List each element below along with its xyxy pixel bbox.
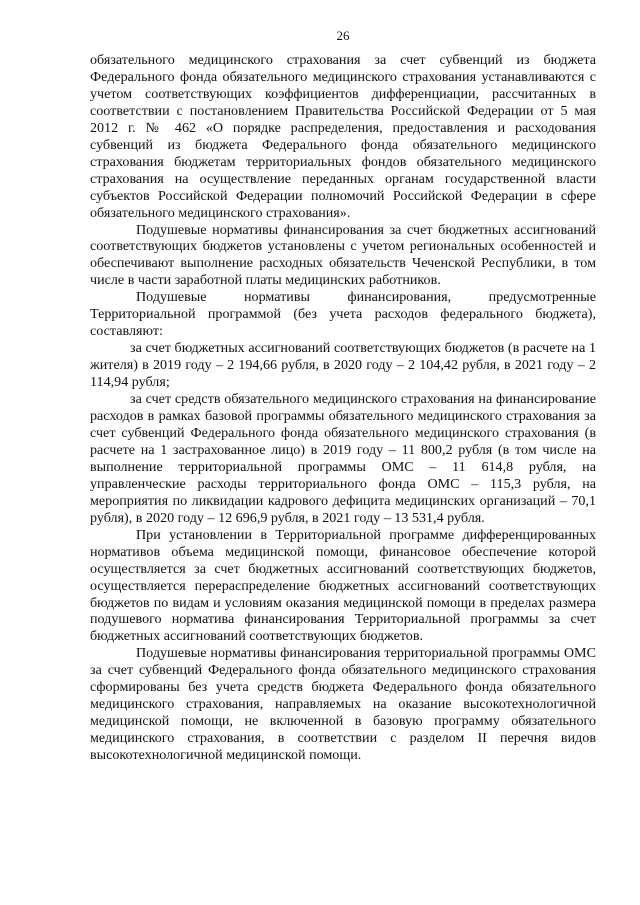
paragraph-differentiated-norms: При установлении в Территориальной программе дифференцированных нормативов объема медицинской помощи, финансовое обеспечение которой осуществляется за счет бюджетных ассигнований соответствующих бюджетов, осуществляется перераспределение бюджетных ассигнований соответствующих бюджетов по видам и условиям оказания медицинской помощи в пределах размера подушевого норматива финансирования Территориальной программы за счет бюджетных ассигнований соответствующих бюджетов. [90, 526, 596, 645]
paragraph-budget-norms: Подушевые нормативы финансирования за счет бюджетных ассигнований соответствующих бюджетов установлены с учетом региональных особенностей и обеспечивают выполнение расходных обязательств Чеченской Республики, в том числе в части заработной платы медицинских работников. [90, 221, 596, 289]
page-number: 26 [336, 28, 350, 43]
paragraph-budget-allocations: за счет бюджетных ассигнований соответствующих бюджетов (в расчете на 1 жителя) в 2019 году – 2 194,66 рубля, в 2020 году – 2 104,42 рубля, в 2021 году – 2 114,94 рубля; [90, 340, 596, 391]
paragraph-norms-intro: Подушевые нормативы финансирования, предусмотренные Территориальной программой (без учета расходов федерального бюджета), составляют: [90, 289, 596, 340]
paragraph-subvention-coefficients: обязательного медицинского страхования за счет субвенций из бюджета Федерального фонда обязательного медицинского страхования устанавливаются с учетом соответствующих коэффициентов дифференциации, рассчитанных в соответствии с постановлением Правительства Российской Федерации от 5 мая 2012 г. № 462 «О порядке распределения, предоставления и расходования субвенций из бюджета Федерального фонда обязательного медицинского страхования бюджетам территориальных фондов обязательного медицинского страхования на осуществление переданных органам государственной власти субъектов Российской Федерации полномочий Российской Федерации в сфере обязательного медицинского страхования». [90, 52, 596, 221]
paragraph-oms-funds: за счет средств обязательного медицинского страхования на финансирование расходов в рамках базовой программы обязательного медицинского страхования за счет субвенций Федерального фонда обязательного медицинского страхования (в расчете на 1 застрахованное лицо) в 2019 году – 11 800,2 рубля (в том числе на выполнение территориальной программы ОМС – 11 614,8 рубля, на управленческие расходы территориального фонда ОМС – 115,3 рубля, на мероприятия по ликвидации кадрового дефицита медицинских организаций – 70,1 рубля), в 2020 году – 12 696,9 рубля, в 2021 году – 13 531,4 рубля. [90, 391, 596, 526]
paragraph-high-tech-care: Подушевые нормативы финансирования территориальной программы ОМС за счет субвенций Федерального фонда обязательного медицинского страхования сформированы без учета средств бюджета Федерального фонда обязательного медицинского страхования, направляемых на оказание высокотехнологичной медицинской помощи, не включенной в базовую программу обязательного медицинского страхования, в соответствии с разделом II перечня видов высокотехнологичной медицинской помощи. [90, 645, 596, 764]
